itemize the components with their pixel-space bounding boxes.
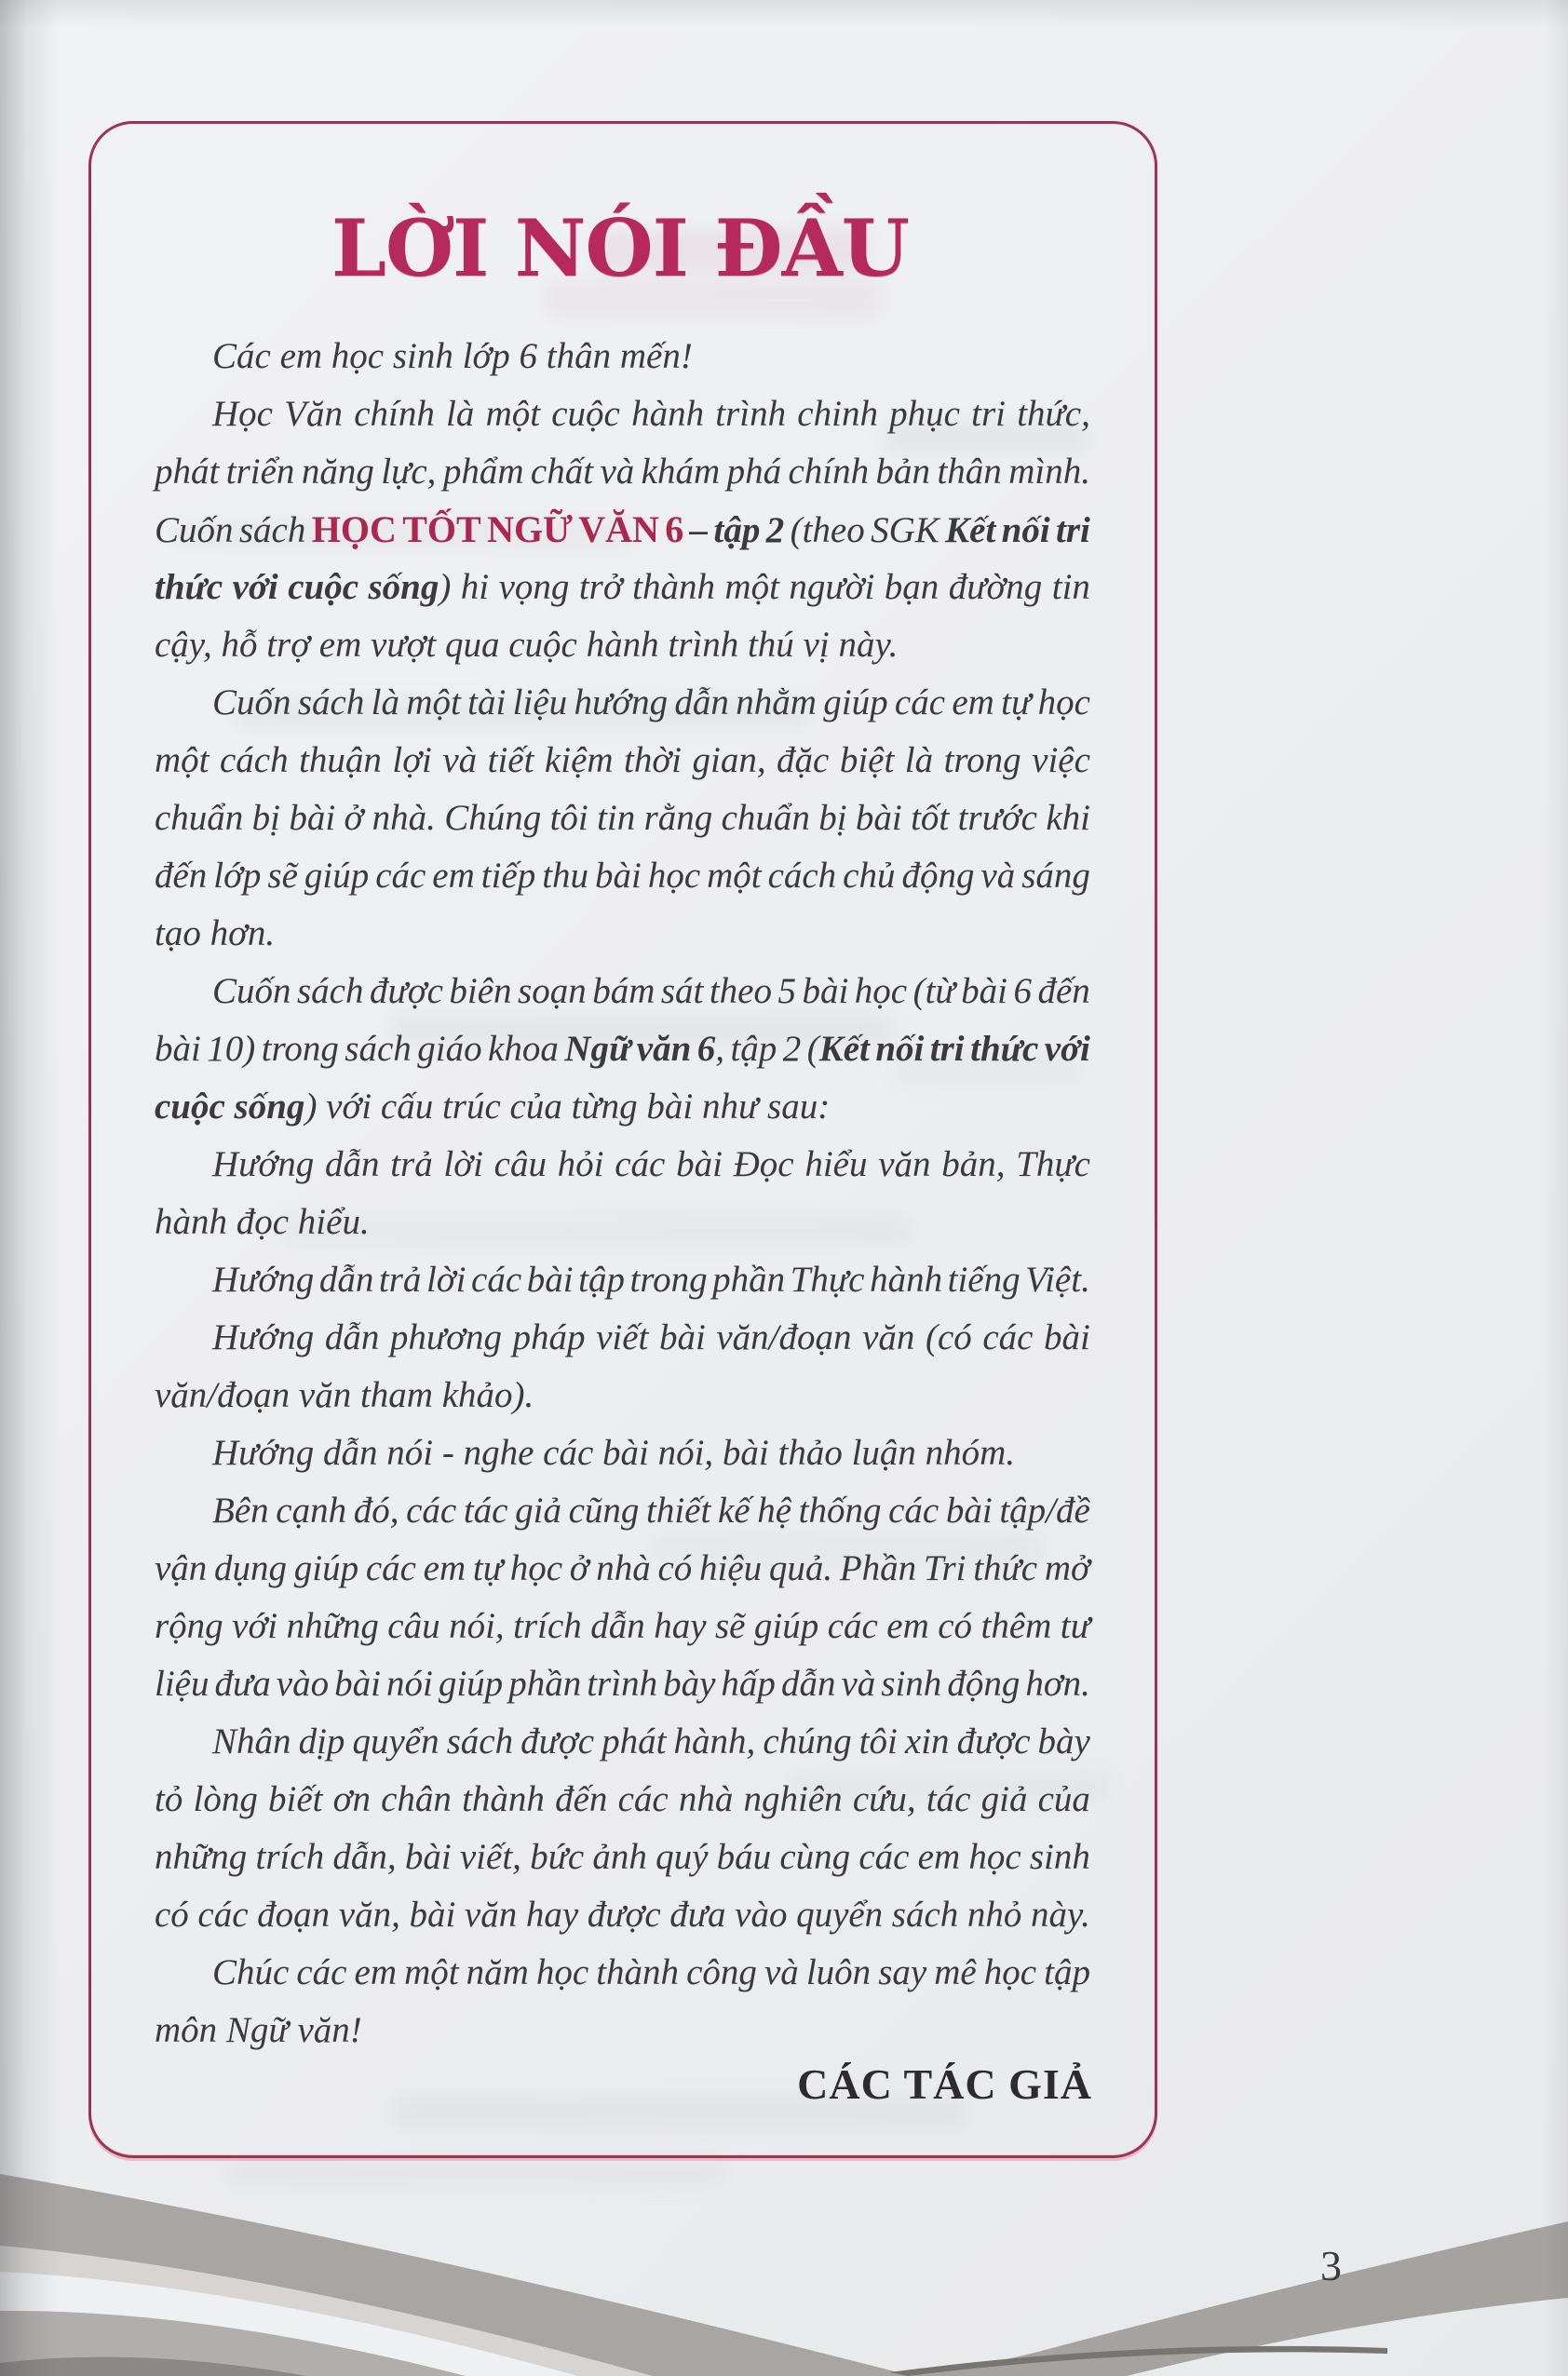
text-line: Hướng dẫn phương pháp viết bài văn/đoạn văn (có các bài xyxy=(212,1317,1090,1357)
body-text xyxy=(155,328,1090,2059)
text-line: chuẩn bị bài ở nhà. Chúng tôi tin rằng chuẩn bị bài tốt trước khi xyxy=(155,798,1090,838)
text-line: môn Ngữ văn! xyxy=(155,2010,362,2050)
text-line: Hướng dẫn trả lời các bài tập trong phần Thực hành tiếng Việt. xyxy=(212,1260,1090,1300)
text-line: hành đọc hiểu. xyxy=(155,1202,370,1242)
text-line: tỏ lòng biết ơn chân thành đến các nhà nghiên cứu, tác giả của xyxy=(155,1779,1090,1819)
text-line: Cuốn sách HỌC TỐT NGỮ VĂN 6 – tập 2 (theo SGK Kết nối tri xyxy=(155,508,1090,550)
text-line: Bên cạnh đó, các tác giả cũng thiết kế hệ thống các bài tập/đề xyxy=(212,1491,1090,1531)
text-line: thức với cuộc sống) hi vọng trở thành một người bạn đường tin xyxy=(155,567,1090,607)
text-line: những trích dẫn, bài viết, bức ảnh quý báu cùng các em học sinh xyxy=(155,1837,1090,1877)
text-line: phát triển năng lực, phẩm chất và khám phá chính bản thân mình. xyxy=(155,452,1090,492)
authors-signature: CÁC TÁC GIẢ xyxy=(797,2060,1092,2108)
text-line: cuộc sống) với cấu trúc của từng bài như sau: xyxy=(155,1087,831,1127)
text-line: liệu đưa vào bài nói giúp phần trình bày hấp dẫn và sinh động hơn. xyxy=(155,1664,1090,1704)
text-line: Nhân dịp quyển sách được phát hành, chúng tôi xin được bày xyxy=(212,1721,1090,1762)
text-line: có các đoạn văn, bài văn hay được đưa vào quyển sách nhỏ này. xyxy=(155,1895,1090,1935)
text-line: cậy, hỗ trợ em vượt qua cuộc hành trình thú vị này. xyxy=(155,625,899,665)
text-line: Cuốn sách là một tài liệu hướng dẫn nhằm giúp các em tự học xyxy=(212,682,1090,722)
text-line: Cuốn sách được biên soạn bám sát theo 5 bài học (từ bài 6 đến xyxy=(212,971,1090,1011)
text-line: tạo hơn. xyxy=(155,913,276,953)
text-line: Hướng dẫn trả lời câu hỏi các bài Đọc hiểu văn bản, Thực xyxy=(212,1144,1090,1184)
text-line: vận dụng giúp các em tự học ở nhà có hiệu quả. Phần Tri thức mở xyxy=(155,1548,1090,1588)
text-line: Hướng dẫn nói - nghe các bài nói, bài thảo luận nhóm. xyxy=(212,1433,1016,1473)
text-line: đến lớp sẽ giúp các em tiếp thu bài học một cách chủ động và sáng xyxy=(155,856,1090,896)
text-line: rộng với những câu nói, trích dẫn hay sẽ giúp các em có thêm tư xyxy=(155,1606,1090,1646)
text-line: văn/đoạn văn tham khảo). xyxy=(155,1375,534,1415)
text-line: bài 10) trong sách giáo khoa Ngữ văn 6, tập 2 (Kết nối tri thức với xyxy=(155,1029,1090,1069)
text-line: Chúc các em một năm học thành công và luôn say mê học tập xyxy=(212,1952,1090,1992)
page-title: LỜI NÓI ĐẦU xyxy=(331,202,910,294)
page-right-shade xyxy=(1544,0,1568,2376)
text-line: Các em học sinh lớp 6 thân mến! xyxy=(212,336,693,376)
page-spine-shadow xyxy=(0,0,60,2376)
text-line: một cách thuận lợi và tiết kiệm thời gian, đặc biệt là trong việc xyxy=(155,740,1090,780)
page-number: 3 xyxy=(1320,2242,1342,2289)
text-line: Học Văn chính là một cuộc hành trình chinh phục tri thức, xyxy=(212,394,1090,434)
page-top-shade xyxy=(0,0,1568,28)
